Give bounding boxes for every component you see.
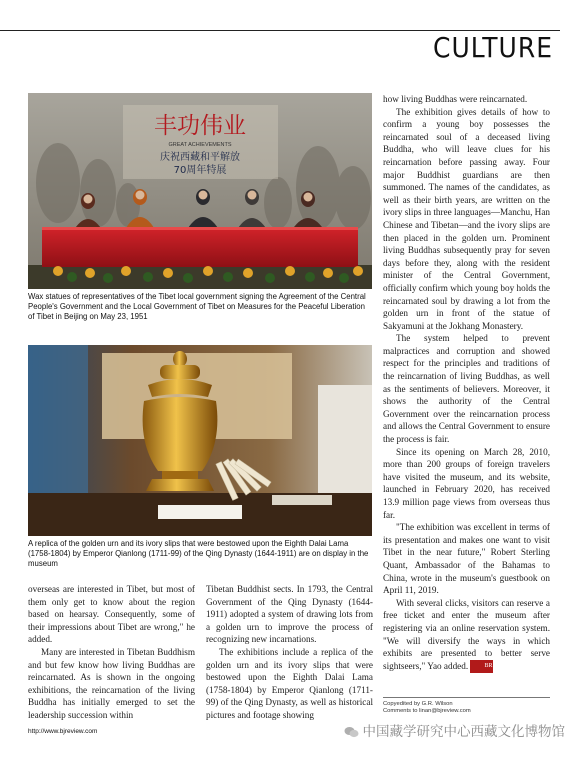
watermark-text: 中国藏学研究中心西藏文化博物馆 [362, 724, 565, 740]
article-paragraph: The exhibition gives details of how to confirm a young boy possesses the reincarnated soul of a deceased living Buddha, who will leave clues for his reincarnation before passing away. Four major Buddhist guardians are then summoned. The names of the candidates, as well as their birth years, are written on the ivory slips in three languages—Manchu, Han Chinese and Tibetan—and the ivory slips are then placed in the golden urn. Prominent living Buddhas subsequently pray for seven days before they, along with the resident minister of the Central Government, officially confirm which young boy holds the reincarnated soul by drawing a lot from the golden urn in front of the statue of Sakyamuni at the Jokhang Monastery. [383, 106, 550, 331]
footer-url[interactable]: http://www.bjreview.com [28, 728, 98, 735]
photo-caption-urn: A replica of the golden urn and its ivory slips that were bestowed upon the Eighth Dalai Lama (1758-1804) by Emperor Qianlong (1711-99) of the Qing Dynasty (1644-1911) are on display in the museum [28, 539, 369, 569]
article-paragraph: how living Buddhas were reincarnated. [383, 94, 528, 104]
article-paragraph: Since its opening on March 28, 2010, more than 200 groups of foreign travelers have visited the museum, and its website, launched in February 2020, has received 13.9 million page views from overseas thus far. [383, 446, 550, 520]
article-paragraph: overseas are interested in Tibet, but most of them only get to know about the region based on hearsay. Consequently, some of their impressions about Tibet are wrong," he added. [28, 584, 195, 645]
banner-sub-en: GREAT ACHIEVEMENTS [168, 142, 232, 148]
photo-signing-ceremony [28, 93, 372, 289]
photo-golden-urn [28, 345, 372, 536]
photo-golden-urn-image [28, 345, 372, 536]
article-paragraph: Many are interested in Tibetan Buddhism and but few know how living Buddhas are reincarnated. As is shown in the ongoing exhibitions, the reincarnation of the living Buddha has initially emerged to set the leadership succession within [28, 646, 195, 720]
copyedit-credit [383, 697, 550, 716]
photo-signing-ceremony-image [28, 93, 372, 289]
article-column-bottom-left [28, 583, 195, 722]
watermark [344, 720, 566, 740]
photo-caption-signing: Wax statues of representatives of the Tibet local government signing the Agreement of the Central People's Government and the Local Government of Tibet on Measures for the Peaceful Liberation of Tibet in Beijing on May 23, 1951 [28, 292, 366, 322]
article-paragraph: Tibetan Buddhist sects. In 1793, the Central Government of the Qing Dynasty (1644-1911) adopted a system of drawing lots from a golden urn to improve the process of recognizing new incarnations. [206, 584, 373, 645]
wechat-icon [344, 726, 359, 738]
article-paragraph: "The exhibition was excellent in terms of its presentation and makes one want to visit Tibet in the near future," Robert Sterling Quant, Ambassador of the Bahamas to China, wrote in the museum's guestbook on April 11, 2019. [383, 522, 550, 596]
end-mark: BR [470, 660, 493, 673]
credit-copyeditor: Copyedited by G.R. Wilson [383, 701, 453, 707]
article-paragraph: With several clicks, visitors can reserve a free ticket and enter the museum after registering via an online reservation system. "We will diversify the ways in which exhibits are presented to better serve sightseers," Yao added. [383, 597, 550, 671]
article-paragraph: The exhibitions include a replica of the golden urn and its ivory slips that were bestowed upon the Eighth Dalai Lama (1758-1804) by Emperor Qianlong (1711-99) of the Qing Dynasty, as well as historical pictures and footage showing [206, 646, 373, 720]
article-column-bottom-middle [206, 583, 373, 722]
article-paragraph: The system helped to prevent malpractices and corruption and showed respect for the principles and traditions of the reincarnation of living Buddhas, as well as the sentiments of believers. Moreover, it shows the authority of the Central Government over the reincarnation process and allows the Central Government to ensure the process is fair. [383, 333, 550, 445]
credit-contact: Comments to linan@bjreview.com [383, 708, 471, 715]
banner-line1: 庆祝西藏和平解放 [160, 152, 240, 163]
section-title: CULTURE [433, 31, 553, 64]
banner-main-text: 丰功伟业 [154, 113, 246, 139]
banner-line2: 70周年特展 [173, 165, 227, 176]
article-column-right [383, 93, 550, 673]
